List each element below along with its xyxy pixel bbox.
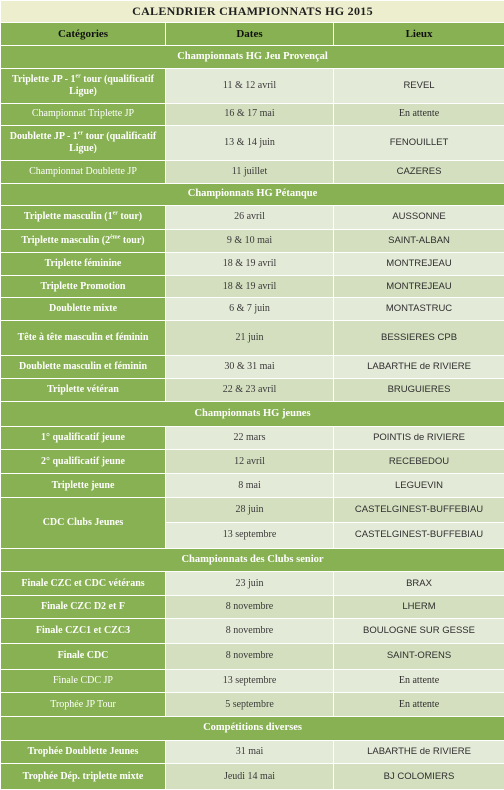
table-row <box>1 275 504 298</box>
place-cell: En attente <box>334 693 504 717</box>
date-cell: 21 juin <box>166 321 334 356</box>
category-cell: 1° qualificatif jeune <box>1 426 166 450</box>
place-cell: LEGUEVIN <box>334 473 504 498</box>
category-cell: Tête à tête masculin et féminin <box>1 321 166 356</box>
category-cell: Finale CZC et CDC vétérans <box>1 572 166 596</box>
date-cell: 8 novembre <box>166 595 334 619</box>
category-cell <box>1 126 166 161</box>
place-cell: SAINT-ALBAN <box>334 229 504 253</box>
place-cell: MONTREJEAU <box>334 275 504 298</box>
category-cell: Championnat Doublette JP <box>1 161 166 184</box>
category-text-after: tour) <box>120 235 145 247</box>
date-cell: 13 septembre <box>166 669 334 693</box>
category-superscript: er <box>75 73 81 80</box>
place-cell: LABARTHE de RIVIERE <box>334 740 504 764</box>
table-row <box>1 379 504 402</box>
calendar-title: CALENDRIER CHAMPIONNATS HG 2015 <box>1 1 504 23</box>
category-cell: Trophée Dép. triplette mixte <box>1 764 166 790</box>
table-row <box>1 669 504 693</box>
header-categories: Catégories <box>1 22 166 46</box>
date-cell: 23 juin <box>166 572 334 596</box>
place-cell: MONTASTRUC <box>334 298 504 321</box>
section-title: Championnats HG Jeu Provençal <box>1 46 504 69</box>
category-text: Doublette JP - 1 <box>9 131 78 143</box>
place-cell: RECEBEDOU <box>334 450 504 474</box>
table-row <box>1 161 504 184</box>
table-row <box>1 572 504 596</box>
category-cell: CDC Clubs Jeunes <box>1 498 166 548</box>
table-row <box>1 321 504 356</box>
category-cell <box>1 229 166 253</box>
place-cell: REVEL <box>334 68 504 103</box>
section-header <box>1 402 504 427</box>
category-text-after: tour) <box>117 211 143 223</box>
category-text: Triplette masculin (1 <box>23 211 113 223</box>
date-cell: 16 & 17 mai <box>166 103 334 126</box>
table-row <box>1 253 504 276</box>
place-cell: CAZERES <box>334 161 504 184</box>
table-row <box>1 498 504 523</box>
category-superscript: ème <box>110 234 121 241</box>
date-cell: 18 & 19 avril <box>166 275 334 298</box>
section-title: Championnats des Clubs senior <box>1 548 504 572</box>
table-row <box>1 693 504 717</box>
date-cell: 8 mai <box>166 473 334 498</box>
date-cell: 11 & 12 avril <box>166 68 334 103</box>
table-row <box>1 355 504 379</box>
table-row <box>1 644 504 670</box>
date-cell: 8 novembre <box>166 619 334 644</box>
date-cell: 11 juillet <box>166 161 334 184</box>
category-cell: Triplette féminine <box>1 253 166 276</box>
category-text-after: tour (qualificatif Ligue) <box>69 73 154 97</box>
place-cell: LHERM <box>334 595 504 619</box>
place-cell: AUSSONNE <box>334 206 504 230</box>
table-row <box>1 68 504 103</box>
date-cell: 22 mars <box>166 426 334 450</box>
table-row <box>1 619 504 644</box>
place-cell: En attente <box>334 103 504 126</box>
header-lieux: Lieux <box>334 22 504 46</box>
section-title: Championnats HG Pétanque <box>1 183 504 206</box>
date-cell: 31 mai <box>166 740 334 764</box>
date-cell: 18 & 19 avril <box>166 253 334 276</box>
table-row <box>1 473 504 498</box>
place-cell: FENOUILLET <box>334 126 504 161</box>
category-text: Triplette masculin (2 <box>21 235 111 247</box>
date-cell: 26 avril <box>166 206 334 230</box>
table-row <box>1 126 504 161</box>
header-row <box>1 22 504 46</box>
category-superscript: er <box>77 130 84 137</box>
table-row <box>1 103 504 126</box>
date-cell: 12 avril <box>166 450 334 474</box>
place-cell: CASTELGINEST-BUFFEBIAU <box>334 498 504 523</box>
place-cell: CASTELGINEST-BUFFEBIAU <box>334 523 504 549</box>
table-row <box>1 206 504 230</box>
date-cell: 5 septembre <box>166 693 334 717</box>
category-cell: Trophée JP Tour <box>1 693 166 717</box>
table-row <box>1 764 504 790</box>
date-cell: 13 & 14 juin <box>166 126 334 161</box>
table-row <box>1 740 504 764</box>
section-header <box>1 183 504 206</box>
place-cell: BRAX <box>334 572 504 596</box>
place-cell: LABARTHE de RIVIERE <box>334 355 504 379</box>
table-row <box>1 298 504 321</box>
category-cell <box>1 206 166 230</box>
category-cell: Finale CDC JP <box>1 669 166 693</box>
place-cell: BOULOGNE SUR GESSE <box>334 619 504 644</box>
date-cell: 28 juin <box>166 498 334 523</box>
category-cell: Finale CZC D2 et F <box>1 595 166 619</box>
category-cell: Triplette vétéran <box>1 379 166 402</box>
category-superscript: er <box>112 211 118 218</box>
table-row <box>1 450 504 474</box>
category-cell: Championnat Triplette JP <box>1 103 166 126</box>
place-cell: En attente <box>334 669 504 693</box>
header-dates: Dates <box>166 22 334 46</box>
category-text-after: tour (qualificatif Ligue) <box>69 131 157 155</box>
table-row <box>1 229 504 253</box>
title-row <box>1 1 504 23</box>
date-cell: 22 & 23 avril <box>166 379 334 402</box>
section-header <box>1 548 504 572</box>
section-header <box>1 46 504 69</box>
date-cell: 9 & 10 mai <box>166 229 334 253</box>
section-title: Compétitions diverses <box>1 716 504 740</box>
category-cell: Finale CDC <box>1 644 166 670</box>
category-text: Triplette JP - 1 <box>12 73 76 85</box>
place-cell: POINTIS de RIVIERE <box>334 426 504 450</box>
section-header <box>1 716 504 740</box>
category-cell: Finale CZC1 et CZC3 <box>1 619 166 644</box>
section-title: Championnats HG jeunes <box>1 402 504 427</box>
place-cell: BRUGUIERES <box>334 379 504 402</box>
category-cell: Triplette jeune <box>1 473 166 498</box>
date-cell: 13 septembre <box>166 523 334 549</box>
date-cell: Jeudi 14 mai <box>166 764 334 790</box>
place-cell: BESSIERES CPB <box>334 321 504 356</box>
category-cell: Triplette Promotion <box>1 275 166 298</box>
category-cell: 2° qualificatif jeune <box>1 450 166 474</box>
place-cell: SAINT-ORENS <box>334 644 504 670</box>
category-cell: Doublette mixte <box>1 298 166 321</box>
category-cell: Doublette masculin et féminin <box>1 355 166 379</box>
date-cell: 30 & 31 mai <box>166 355 334 379</box>
date-cell: 8 novembre <box>166 644 334 670</box>
place-cell: BJ COLOMIERS <box>334 764 504 790</box>
table-row <box>1 426 504 450</box>
category-cell: Trophée Doublette Jeunes <box>1 740 166 764</box>
category-cell <box>1 68 166 103</box>
date-cell: 6 & 7 juin <box>166 298 334 321</box>
table-row <box>1 595 504 619</box>
place-cell: MONTREJEAU <box>334 253 504 276</box>
